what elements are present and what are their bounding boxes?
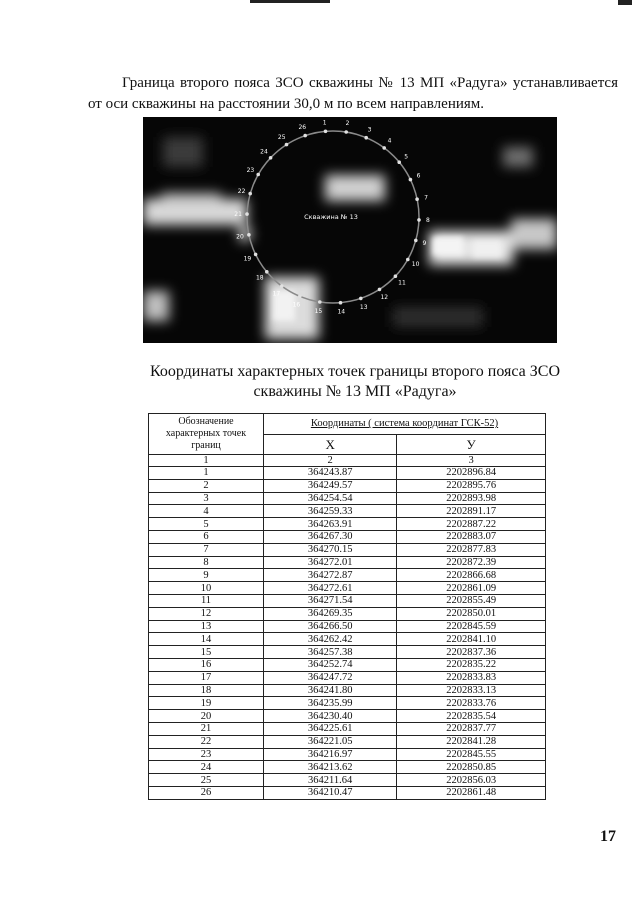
boundary-point-marker	[247, 233, 251, 237]
x-coordinate-cell: 364267.30	[264, 530, 397, 543]
point-number-cell: 16	[149, 658, 264, 671]
boundary-point-label: 20	[236, 233, 244, 241]
x-coordinate-cell: 364262.42	[264, 633, 397, 646]
table-row	[149, 607, 546, 620]
boundary-point-label: 21	[234, 210, 242, 218]
table-row	[149, 620, 546, 633]
table-row	[149, 479, 546, 492]
y-coordinate-cell: 2202845.59	[397, 620, 546, 633]
boundary-point-marker	[417, 218, 421, 222]
y-coordinate-cell: 2202877.83	[397, 543, 546, 556]
boundary-point-marker	[324, 130, 328, 134]
column-index-2: 2	[264, 455, 397, 467]
x-coordinate-cell: 364254.54	[264, 492, 397, 505]
table-row	[149, 518, 546, 531]
boundary-point-label: 26	[298, 124, 307, 132]
point-number-cell: 19	[149, 697, 264, 710]
point-number-cell: 6	[149, 530, 264, 543]
point-number-cell: 15	[149, 646, 264, 659]
table-row	[149, 505, 546, 518]
table-row	[149, 735, 546, 748]
point-number-cell: 9	[149, 569, 264, 582]
boundary-point-marker	[248, 192, 252, 196]
point-number-cell: 4	[149, 505, 264, 518]
table-row	[149, 722, 546, 735]
boundary-point-label: 8	[425, 217, 430, 225]
y-coordinate-cell: 2202893.98	[397, 492, 546, 505]
point-number-cell: 10	[149, 582, 264, 595]
coordinates-table-body	[149, 467, 546, 800]
x-coordinate-cell: 364272.01	[264, 556, 397, 569]
boundary-point-label: 16	[292, 301, 301, 309]
table-row	[149, 543, 546, 556]
x-coordinate-cell: 364213.62	[264, 761, 397, 774]
boundary-point-label: 13	[359, 303, 368, 311]
boundary-point-label: 11	[398, 279, 406, 287]
y-coordinate-cell: 2202833.83	[397, 671, 546, 684]
header-coordinates: Координаты ( система координат ГСК-52)	[264, 414, 546, 435]
table-row	[149, 710, 546, 723]
point-number-cell: 7	[149, 543, 264, 556]
point-number-cell: 22	[149, 735, 264, 748]
y-coordinate-cell: 2202833.76	[397, 697, 546, 710]
x-coordinate-cell: 364249.57	[264, 479, 397, 492]
x-coordinate-cell: 364235.99	[264, 697, 397, 710]
boundary-point-marker	[397, 160, 401, 164]
table-row	[149, 748, 546, 761]
boundary-point-marker	[359, 297, 363, 301]
header-point-designation: Обозначение характерных точек границ	[149, 414, 264, 455]
table-row	[149, 556, 546, 569]
y-coordinate-cell: 2202837.36	[397, 646, 546, 659]
point-number-cell: 23	[149, 748, 264, 761]
y-coordinate-cell: 2202841.28	[397, 735, 546, 748]
y-coordinate-cell: 2202861.09	[397, 582, 546, 595]
boundary-point-marker	[415, 197, 419, 201]
table-row	[149, 569, 546, 582]
point-number-cell: 26	[149, 786, 264, 799]
point-number-cell: 25	[149, 774, 264, 787]
boundary-point-marker	[318, 300, 322, 304]
boundary-point-label: 6	[416, 172, 421, 180]
boundary-point-label: 15	[314, 307, 323, 315]
boundary-point-marker	[303, 134, 307, 138]
column-index-3: 3	[397, 455, 546, 467]
satellite-image	[143, 117, 557, 343]
boundary-point-label: 18	[255, 274, 264, 282]
x-coordinate-cell: 364247.72	[264, 671, 397, 684]
point-number-cell: 24	[149, 761, 264, 774]
y-coordinate-cell: 2202891.17	[397, 505, 546, 518]
point-number-cell: 2	[149, 479, 264, 492]
y-coordinate-cell: 2202887.22	[397, 518, 546, 531]
point-number-cell: 14	[149, 633, 264, 646]
coordinates-table	[148, 413, 546, 800]
x-coordinate-cell: 364266.50	[264, 620, 397, 633]
boundary-point-marker	[414, 239, 418, 243]
point-number-cell: 21	[149, 722, 264, 735]
boundary-point-label: 25	[277, 134, 286, 141]
point-number-cell: 8	[149, 556, 264, 569]
boundary-point-marker	[256, 173, 260, 177]
table-row	[149, 697, 546, 710]
boundary-point-marker	[339, 301, 343, 305]
y-coordinate-cell: 2202850.01	[397, 607, 546, 620]
x-coordinate-cell: 364221.05	[264, 735, 397, 748]
table-row	[149, 467, 546, 480]
x-coordinate-cell: 364272.61	[264, 582, 397, 595]
y-coordinate-cell: 2202895.76	[397, 479, 546, 492]
boundary-point-label: 9	[422, 239, 427, 247]
x-coordinate-cell: 364271.54	[264, 594, 397, 607]
header-y: У	[397, 434, 546, 455]
boundary-point-label: 7	[424, 194, 428, 202]
x-coordinate-cell: 364225.61	[264, 722, 397, 735]
y-coordinate-cell: 2202835.54	[397, 710, 546, 723]
table-row	[149, 594, 546, 607]
table-row	[149, 582, 546, 595]
table-row	[149, 786, 546, 799]
boundary-point-label: 4	[387, 137, 392, 145]
y-coordinate-cell: 2202861.48	[397, 786, 546, 799]
boundary-point-label: 19	[243, 255, 252, 263]
boundary-point-marker	[285, 143, 289, 147]
boundary-point-marker	[269, 156, 273, 160]
boundary-point-label: 23	[246, 167, 255, 175]
boundary-point-label: 17	[272, 290, 281, 298]
table-title-line-1: Координаты характерных точек границы второго пояса ЗСО	[149, 363, 561, 380]
boundary-point-marker	[280, 284, 284, 288]
y-coordinate-cell: 2202896.84	[397, 467, 546, 480]
boundary-point-label: 2	[345, 120, 350, 128]
intro-paragraph	[88, 73, 618, 115]
table-title	[120, 362, 590, 402]
point-number-cell: 12	[149, 607, 264, 620]
y-coordinate-cell: 2202850.85	[397, 761, 546, 774]
boundary-point-marker	[378, 288, 382, 292]
boundary-point-marker	[298, 295, 302, 299]
x-coordinate-cell: 364216.97	[264, 748, 397, 761]
boundary-point-marker	[409, 178, 413, 182]
point-number-cell: 17	[149, 671, 264, 684]
point-number-cell: 3	[149, 492, 264, 505]
table-row	[149, 761, 546, 774]
y-coordinate-cell: 2202837.77	[397, 722, 546, 735]
boundary-point-label: 1	[322, 119, 327, 127]
boundary-point-marker	[245, 212, 249, 216]
x-coordinate-cell: 364269.35	[264, 607, 397, 620]
scan-artifact	[250, 0, 330, 3]
header-x: X	[264, 434, 397, 455]
x-coordinate-cell: 364241.80	[264, 684, 397, 697]
table-row	[149, 671, 546, 684]
column-index-1: 1	[149, 455, 264, 467]
y-coordinate-cell: 2202835.22	[397, 658, 546, 671]
boundary-point-label: 3	[367, 126, 372, 134]
boundary-point-marker	[254, 253, 258, 257]
x-coordinate-cell: 364211.64	[264, 774, 397, 787]
table-row	[149, 658, 546, 671]
boundary-point-marker	[344, 130, 348, 134]
y-coordinate-cell: 2202866.68	[397, 569, 546, 582]
x-coordinate-cell: 364263.91	[264, 518, 397, 531]
table-title-line-2: скважины № 13 МП «Радуга»	[253, 383, 457, 400]
point-number-cell: 18	[149, 684, 264, 697]
x-coordinate-cell: 364270.15	[264, 543, 397, 556]
x-coordinate-cell: 364252.74	[264, 658, 397, 671]
y-coordinate-cell: 2202883.07	[397, 530, 546, 543]
page-number: 17	[600, 828, 616, 845]
boundary-point-label: 24	[260, 148, 268, 156]
y-coordinate-cell: 2202841.10	[397, 633, 546, 646]
x-coordinate-cell: 364210.47	[264, 786, 397, 799]
boundary-point-label: 14	[337, 308, 346, 316]
y-coordinate-cell: 2202872.39	[397, 556, 546, 569]
point-number-cell: 20	[149, 710, 264, 723]
x-coordinate-cell: 364230.40	[264, 710, 397, 723]
boundary-point-label: 12	[380, 294, 389, 301]
y-coordinate-cell: 2202833.13	[397, 684, 546, 697]
point-number-cell: 1	[149, 467, 264, 480]
point-number-cell: 5	[149, 518, 264, 531]
table-row	[149, 492, 546, 505]
boundary-point-marker	[265, 270, 269, 274]
table-row	[149, 774, 546, 787]
x-coordinate-cell: 364259.33	[264, 505, 397, 518]
boundary-point-marker	[406, 258, 410, 262]
x-coordinate-cell: 364272.87	[264, 569, 397, 582]
boundary-point-label: 22	[237, 188, 246, 196]
x-coordinate-cell: 364243.87	[264, 467, 397, 480]
table-row	[149, 530, 546, 543]
scan-artifact	[618, 0, 632, 5]
boundary-point-marker	[364, 136, 368, 140]
point-number-cell: 11	[149, 594, 264, 607]
point-number-cell: 13	[149, 620, 264, 633]
y-coordinate-cell: 2202855.49	[397, 594, 546, 607]
boundary-point-label: 10	[411, 260, 420, 268]
intro-text: Граница второго пояса ЗСО скважины № 13 МП «Радуга» устанавливается от оси скважины на расстоянии 30,0 м по всем направлениям.	[88, 75, 618, 112]
table-row	[149, 684, 546, 697]
y-coordinate-cell: 2202856.03	[397, 774, 546, 787]
x-coordinate-cell: 364257.38	[264, 646, 397, 659]
well-label: Скважина № 13	[304, 213, 358, 221]
boundary-point-marker	[382, 146, 386, 150]
table-row	[149, 646, 546, 659]
table-row	[149, 633, 546, 646]
boundary-point-label: 5	[404, 153, 409, 161]
y-coordinate-cell: 2202845.55	[397, 748, 546, 761]
boundary-point-marker	[394, 274, 398, 278]
